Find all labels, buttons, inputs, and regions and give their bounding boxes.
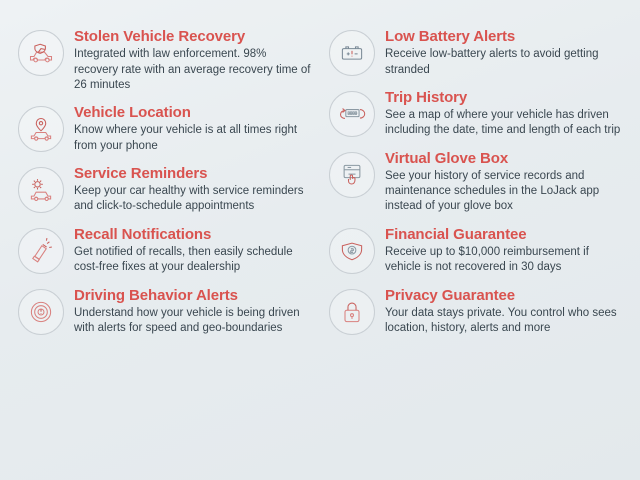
feature-column-right — [329, 28, 622, 460]
feature-description: Receive up to $10,000 reimbursement if vehicle is not recovered in 30 days — [385, 245, 589, 274]
feature-description: Receive low-battery alerts to avoid getting stranded — [385, 48, 599, 76]
feature-text — [74, 165, 311, 215]
feature-description: Understand how your vehicle is being driven with alerts for speed and geo-boundaries — [74, 306, 300, 335]
feature-title: Privacy Guarantee — [385, 286, 516, 304]
low-battery-alerts-icon — [329, 30, 375, 76]
feature-item — [329, 89, 622, 139]
feature-columns — [18, 28, 622, 460]
feature-title: Stolen Vehicle Recovery — [74, 28, 246, 45]
feature-item — [329, 226, 622, 276]
feature-description: Keep your car healthy with service reminders and click-to-schedule appointments — [74, 185, 304, 213]
feature-title: Financial Guarantee — [385, 225, 527, 243]
feature-text — [385, 28, 622, 78]
feature-description: See a map of where your vehicle has driven including the date, time and length of each trip — [385, 109, 621, 137]
financial-guarantee-icon — [329, 228, 375, 274]
vehicle-location-icon — [18, 106, 64, 152]
feature-text — [385, 226, 622, 276]
feature-text — [385, 287, 622, 337]
feature-text — [385, 89, 622, 139]
feature-text — [74, 104, 311, 154]
service-reminders-icon — [18, 167, 64, 213]
feature-text — [74, 287, 311, 337]
feature-text — [74, 28, 311, 93]
feature-title: Driving Behavior Alerts — [74, 286, 238, 304]
feature-title: Trip History — [385, 88, 468, 106]
feature-title: Virtual Glove Box — [385, 149, 509, 167]
virtual-glove-box-icon — [329, 152, 375, 198]
feature-text — [385, 150, 622, 215]
feature-title: Vehicle Location — [74, 104, 191, 122]
recall-notifications-icon — [18, 228, 64, 274]
feature-item — [18, 28, 311, 93]
feature-column-left — [18, 28, 311, 460]
feature-description: Know where your vehicle is at all times right from your phone — [74, 124, 298, 152]
feature-item — [18, 165, 311, 215]
feature-item — [18, 287, 311, 337]
privacy-guarantee-icon — [329, 289, 375, 335]
driving-behavior-alerts-icon — [18, 289, 64, 335]
feature-description: Get notified of recalls, then easily schedule cost-free fixes at your dealership — [74, 245, 293, 274]
feature-title: Recall Notifications — [74, 225, 212, 243]
feature-item — [329, 287, 622, 337]
stolen-vehicle-recovery-icon — [18, 30, 64, 76]
feature-description: Your data stays private. You control who sees location, history, alerts and more — [385, 306, 617, 335]
feature-item — [329, 28, 622, 78]
feature-title: Low Battery Alerts — [385, 28, 516, 45]
feature-text — [74, 226, 311, 276]
feature-description: Integrated with law enforcement. 98% recovery rate with an average recovery time of 26 minutes — [74, 48, 311, 91]
feature-description: See your history of service records and maintenance schedules in the LoJack app instead of your glove box — [385, 169, 600, 213]
feature-item — [18, 104, 311, 154]
feature-item — [18, 226, 311, 276]
trip-history-icon — [329, 91, 375, 137]
feature-item — [329, 150, 622, 215]
feature-title: Service Reminders — [74, 164, 208, 182]
